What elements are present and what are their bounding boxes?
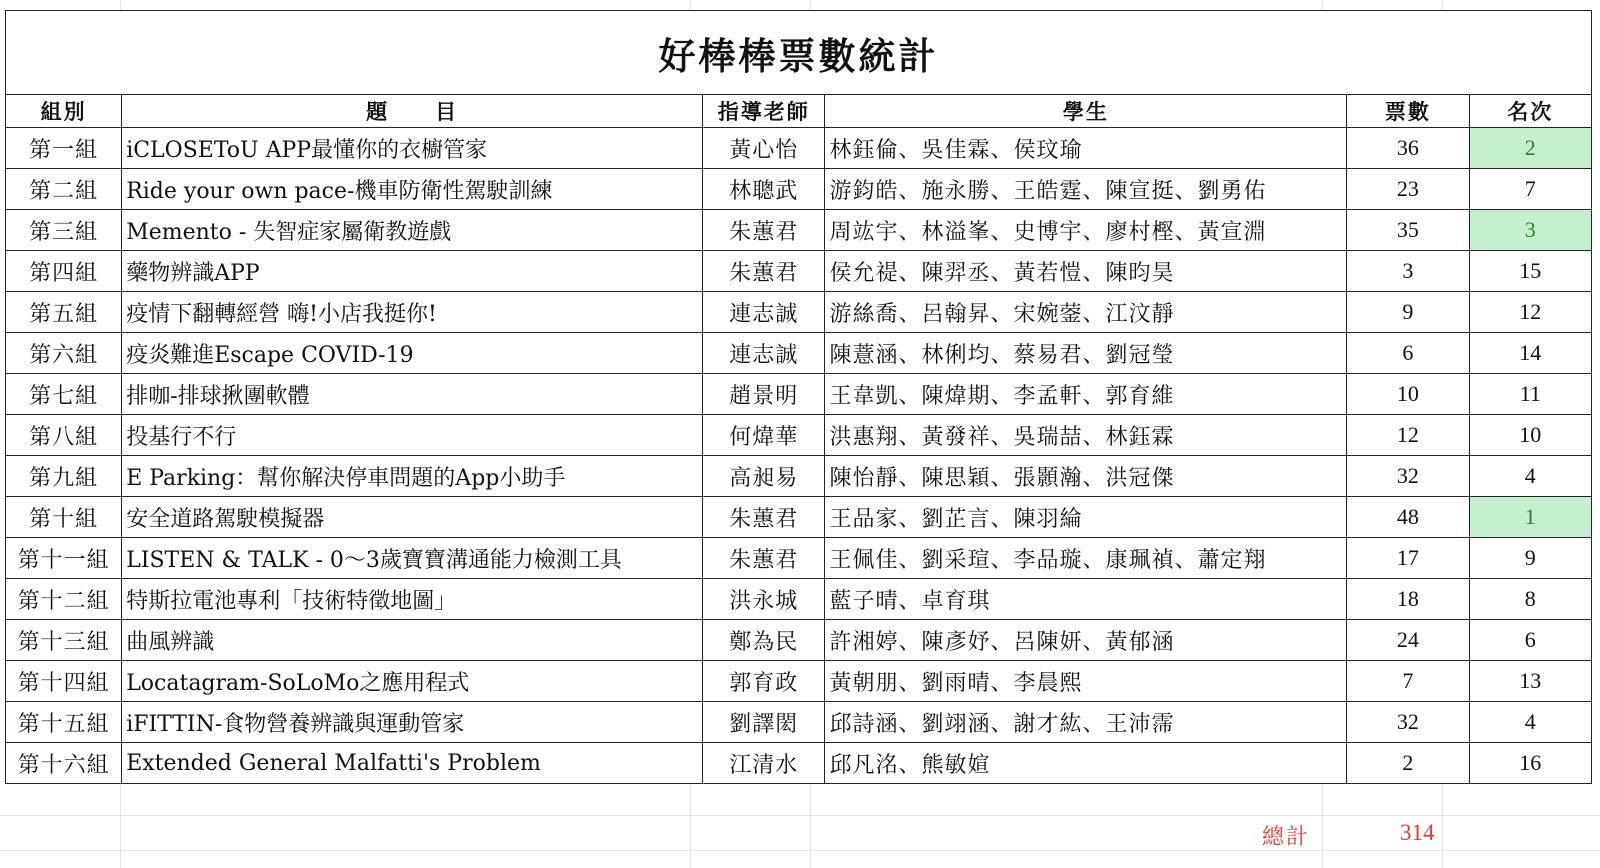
- cell-rank[interactable]: 15: [1469, 251, 1591, 292]
- header-votes[interactable]: 票數: [1347, 95, 1469, 128]
- vote-table: [5, 10, 1592, 784]
- cell-votes[interactable]: 23: [1347, 169, 1469, 210]
- cell-students[interactable]: 游鈞皓、施永勝、王皓霆、陳宣挺、劉勇佑: [825, 169, 1347, 210]
- cell-rank[interactable]: 6: [1469, 620, 1591, 661]
- table-row: [6, 415, 1592, 456]
- cell-votes[interactable]: 12: [1347, 415, 1469, 456]
- cell-teacher[interactable]: 何煒華: [703, 415, 825, 456]
- header-students[interactable]: 學生: [825, 95, 1347, 128]
- cell-students[interactable]: 王佩佳、劉采瑄、李品璇、康珮禎、蕭定翔: [825, 538, 1347, 579]
- cell-students[interactable]: 周竑宇、林溢峯、史博宇、廖村樫、黃宣淵: [825, 210, 1347, 251]
- cell-teacher[interactable]: 高昶易: [703, 456, 825, 497]
- cell-teacher[interactable]: 趙景明: [703, 374, 825, 415]
- cell-topic[interactable]: 疫情下翻轉經營 嗨!小店我挺你!: [122, 292, 703, 333]
- cell-group[interactable]: 第四組: [6, 251, 122, 292]
- cell-students[interactable]: 游絲喬、呂翰昇、宋婉蓥、江汶靜: [825, 292, 1347, 333]
- cell-topic[interactable]: 安全道路駕駛模擬器: [122, 497, 703, 538]
- table-row: [6, 456, 1592, 497]
- table-row: [6, 169, 1592, 210]
- table-row: [6, 661, 1592, 702]
- cell-topic[interactable]: 排咖-排球揪團軟體: [122, 374, 703, 415]
- table-row: [6, 210, 1592, 251]
- header-topic[interactable]: 題 目: [122, 95, 703, 128]
- cell-teacher[interactable]: 郭育政: [703, 661, 825, 702]
- cell-rank[interactable]: 1: [1469, 497, 1591, 538]
- table-row: [6, 374, 1592, 415]
- cell-students[interactable]: 許湘婷、陳彥妤、呂陳妍、黃郁涵: [825, 620, 1347, 661]
- cell-students[interactable]: 王韋凱、陳煒期、李孟軒、郭育維: [825, 374, 1347, 415]
- table-row: [6, 333, 1592, 374]
- cell-votes[interactable]: 32: [1347, 702, 1469, 743]
- cell-teacher[interactable]: 朱蕙君: [703, 497, 825, 538]
- cell-teacher[interactable]: 朱蕙君: [703, 538, 825, 579]
- cell-rank[interactable]: 8: [1469, 579, 1591, 620]
- cell-group[interactable]: 第六組: [6, 333, 122, 374]
- cell-group[interactable]: 第十組: [6, 497, 122, 538]
- cell-rank[interactable]: 14: [1469, 333, 1591, 374]
- cell-votes[interactable]: 35: [1347, 210, 1469, 251]
- cell-topic[interactable]: 疫炎難進Escape COVID-19: [122, 333, 703, 374]
- table-row: [6, 538, 1592, 579]
- cell-topic[interactable]: 曲風辨識: [122, 620, 703, 661]
- cell-votes[interactable]: 24: [1347, 620, 1469, 661]
- cell-teacher[interactable]: 鄭為民: [703, 620, 825, 661]
- cell-group[interactable]: 第十三組: [6, 620, 122, 661]
- cell-teacher[interactable]: 連志誠: [703, 333, 825, 374]
- cell-students[interactable]: 邱詩涵、劉翊涵、謝才紘、王沛霈: [825, 702, 1347, 743]
- table-row: [6, 743, 1592, 784]
- cell-votes[interactable]: 17: [1347, 538, 1469, 579]
- cell-rank[interactable]: 9: [1469, 538, 1591, 579]
- cell-votes[interactable]: 36: [1347, 128, 1469, 169]
- cell-votes[interactable]: 32: [1347, 456, 1469, 497]
- cell-group[interactable]: 第十四組: [6, 661, 122, 702]
- cell-votes[interactable]: 2: [1347, 743, 1469, 784]
- cell-rank[interactable]: 12: [1469, 292, 1591, 333]
- cell-votes[interactable]: 7: [1347, 661, 1469, 702]
- cell-votes[interactable]: 3: [1347, 251, 1469, 292]
- cell-rank[interactable]: 2: [1469, 128, 1591, 169]
- cell-students[interactable]: 藍子晴、卓育琪: [825, 579, 1347, 620]
- cell-students[interactable]: 黃朝朋、劉雨晴、李晨熙: [825, 661, 1347, 702]
- cell-group[interactable]: 第十六組: [6, 743, 122, 784]
- cell-votes[interactable]: 6: [1347, 333, 1469, 374]
- cell-topic[interactable]: 藥物辨識APP: [122, 251, 703, 292]
- cell-votes[interactable]: 10: [1347, 374, 1469, 415]
- cell-votes[interactable]: 18: [1347, 579, 1469, 620]
- cell-group[interactable]: 第五組: [6, 292, 122, 333]
- cell-group[interactable]: 第十一組: [6, 538, 122, 579]
- table-row: [6, 497, 1592, 538]
- table-row: [6, 702, 1592, 743]
- cell-teacher[interactable]: 洪永城: [703, 579, 825, 620]
- cell-topic[interactable]: Ride your own pace-機車防衛性駕駛訓練: [122, 169, 703, 210]
- cell-topic[interactable]: Locatagram-SoLoMo之應用程式: [122, 661, 703, 702]
- cell-group[interactable]: 第十五組: [6, 702, 122, 743]
- cell-topic[interactable]: 投基行不行: [122, 415, 703, 456]
- table-row: [6, 128, 1592, 169]
- cell-teacher[interactable]: 朱蕙君: [703, 210, 825, 251]
- cell-group[interactable]: 第三組: [6, 210, 122, 251]
- cell-group[interactable]: 第九組: [6, 456, 122, 497]
- gridline: [0, 850, 1600, 851]
- cell-topic[interactable]: LISTEN & TALK - 0～3歲寶寶溝通能力檢測工具: [122, 538, 703, 579]
- cell-votes[interactable]: 9: [1347, 292, 1469, 333]
- cell-students[interactable]: 陳怡靜、陳思穎、張顥瀚、洪冠傑: [825, 456, 1347, 497]
- cell-teacher[interactable]: 林聰武: [703, 169, 825, 210]
- header-teacher[interactable]: 指導老師: [703, 95, 825, 128]
- cell-rank[interactable]: 16: [1469, 743, 1591, 784]
- cell-rank[interactable]: 7: [1469, 169, 1591, 210]
- table-row: [6, 251, 1592, 292]
- cell-group[interactable]: 第八組: [6, 415, 122, 456]
- total-label[interactable]: 總計: [1262, 825, 1311, 850]
- title-row: [6, 11, 1592, 95]
- cell-group[interactable]: 第七組: [6, 374, 122, 415]
- cell-rank[interactable]: 3: [1469, 210, 1591, 251]
- cell-votes[interactable]: 48: [1347, 497, 1469, 538]
- cell-rank[interactable]: 4: [1469, 702, 1591, 743]
- cell-topic[interactable]: Extended General Malfatti's Problem: [122, 743, 703, 784]
- cell-group[interactable]: 第二組: [6, 169, 122, 210]
- cell-group[interactable]: 第一組: [6, 128, 122, 169]
- cell-teacher[interactable]: 江清水: [703, 743, 825, 784]
- cell-rank[interactable]: 10: [1469, 415, 1591, 456]
- header-group[interactable]: 組別: [6, 95, 122, 128]
- cell-teacher[interactable]: 黃心怡: [703, 128, 825, 169]
- sheet-title[interactable]: 好棒棒票數統計: [6, 11, 1592, 95]
- table-row: [6, 620, 1592, 661]
- cell-topic[interactable]: 特斯拉電池專利「技術特徵地圖」: [122, 579, 703, 620]
- gridline: [0, 815, 1600, 816]
- cell-teacher[interactable]: 劉譯閎: [703, 702, 825, 743]
- cell-students[interactable]: 陳薏涵、林俐均、蔡易君、劉冠瑩: [825, 333, 1347, 374]
- total-value[interactable]: 314: [1400, 820, 1435, 845]
- cell-students[interactable]: 王品家、劉芷言、陳羽綸: [825, 497, 1347, 538]
- cell-students[interactable]: 洪惠翔、黃發祥、吳瑞喆、林鈺霖: [825, 415, 1347, 456]
- cell-topic[interactable]: iFITTIN-食物營養辨識與運動管家: [122, 702, 703, 743]
- header-rank[interactable]: 名次: [1469, 95, 1591, 128]
- cell-rank[interactable]: 11: [1469, 374, 1591, 415]
- table-row: [6, 579, 1592, 620]
- cell-teacher[interactable]: 連志誠: [703, 292, 825, 333]
- cell-students[interactable]: 林鈺倫、吳佳霖、侯玟瑜: [825, 128, 1347, 169]
- cell-students[interactable]: 侯允禔、陳羿丞、黃若愷、陳昀昊: [825, 251, 1347, 292]
- cell-teacher[interactable]: 朱蕙君: [703, 251, 825, 292]
- cell-rank[interactable]: 13: [1469, 661, 1591, 702]
- table-row: [6, 292, 1592, 333]
- cell-group[interactable]: 第十二組: [6, 579, 122, 620]
- cell-topic[interactable]: iCLOSEToU APP最懂你的衣櫥管家: [122, 128, 703, 169]
- cell-topic[interactable]: E Parking：幫你解決停車問題的App小助手: [122, 456, 703, 497]
- cell-rank[interactable]: 4: [1469, 456, 1591, 497]
- header-row: [6, 95, 1592, 128]
- cell-topic[interactable]: Memento - 失智症家屬衛教遊戲: [122, 210, 703, 251]
- cell-students[interactable]: 邱凡洺、熊敏媗: [825, 743, 1347, 784]
